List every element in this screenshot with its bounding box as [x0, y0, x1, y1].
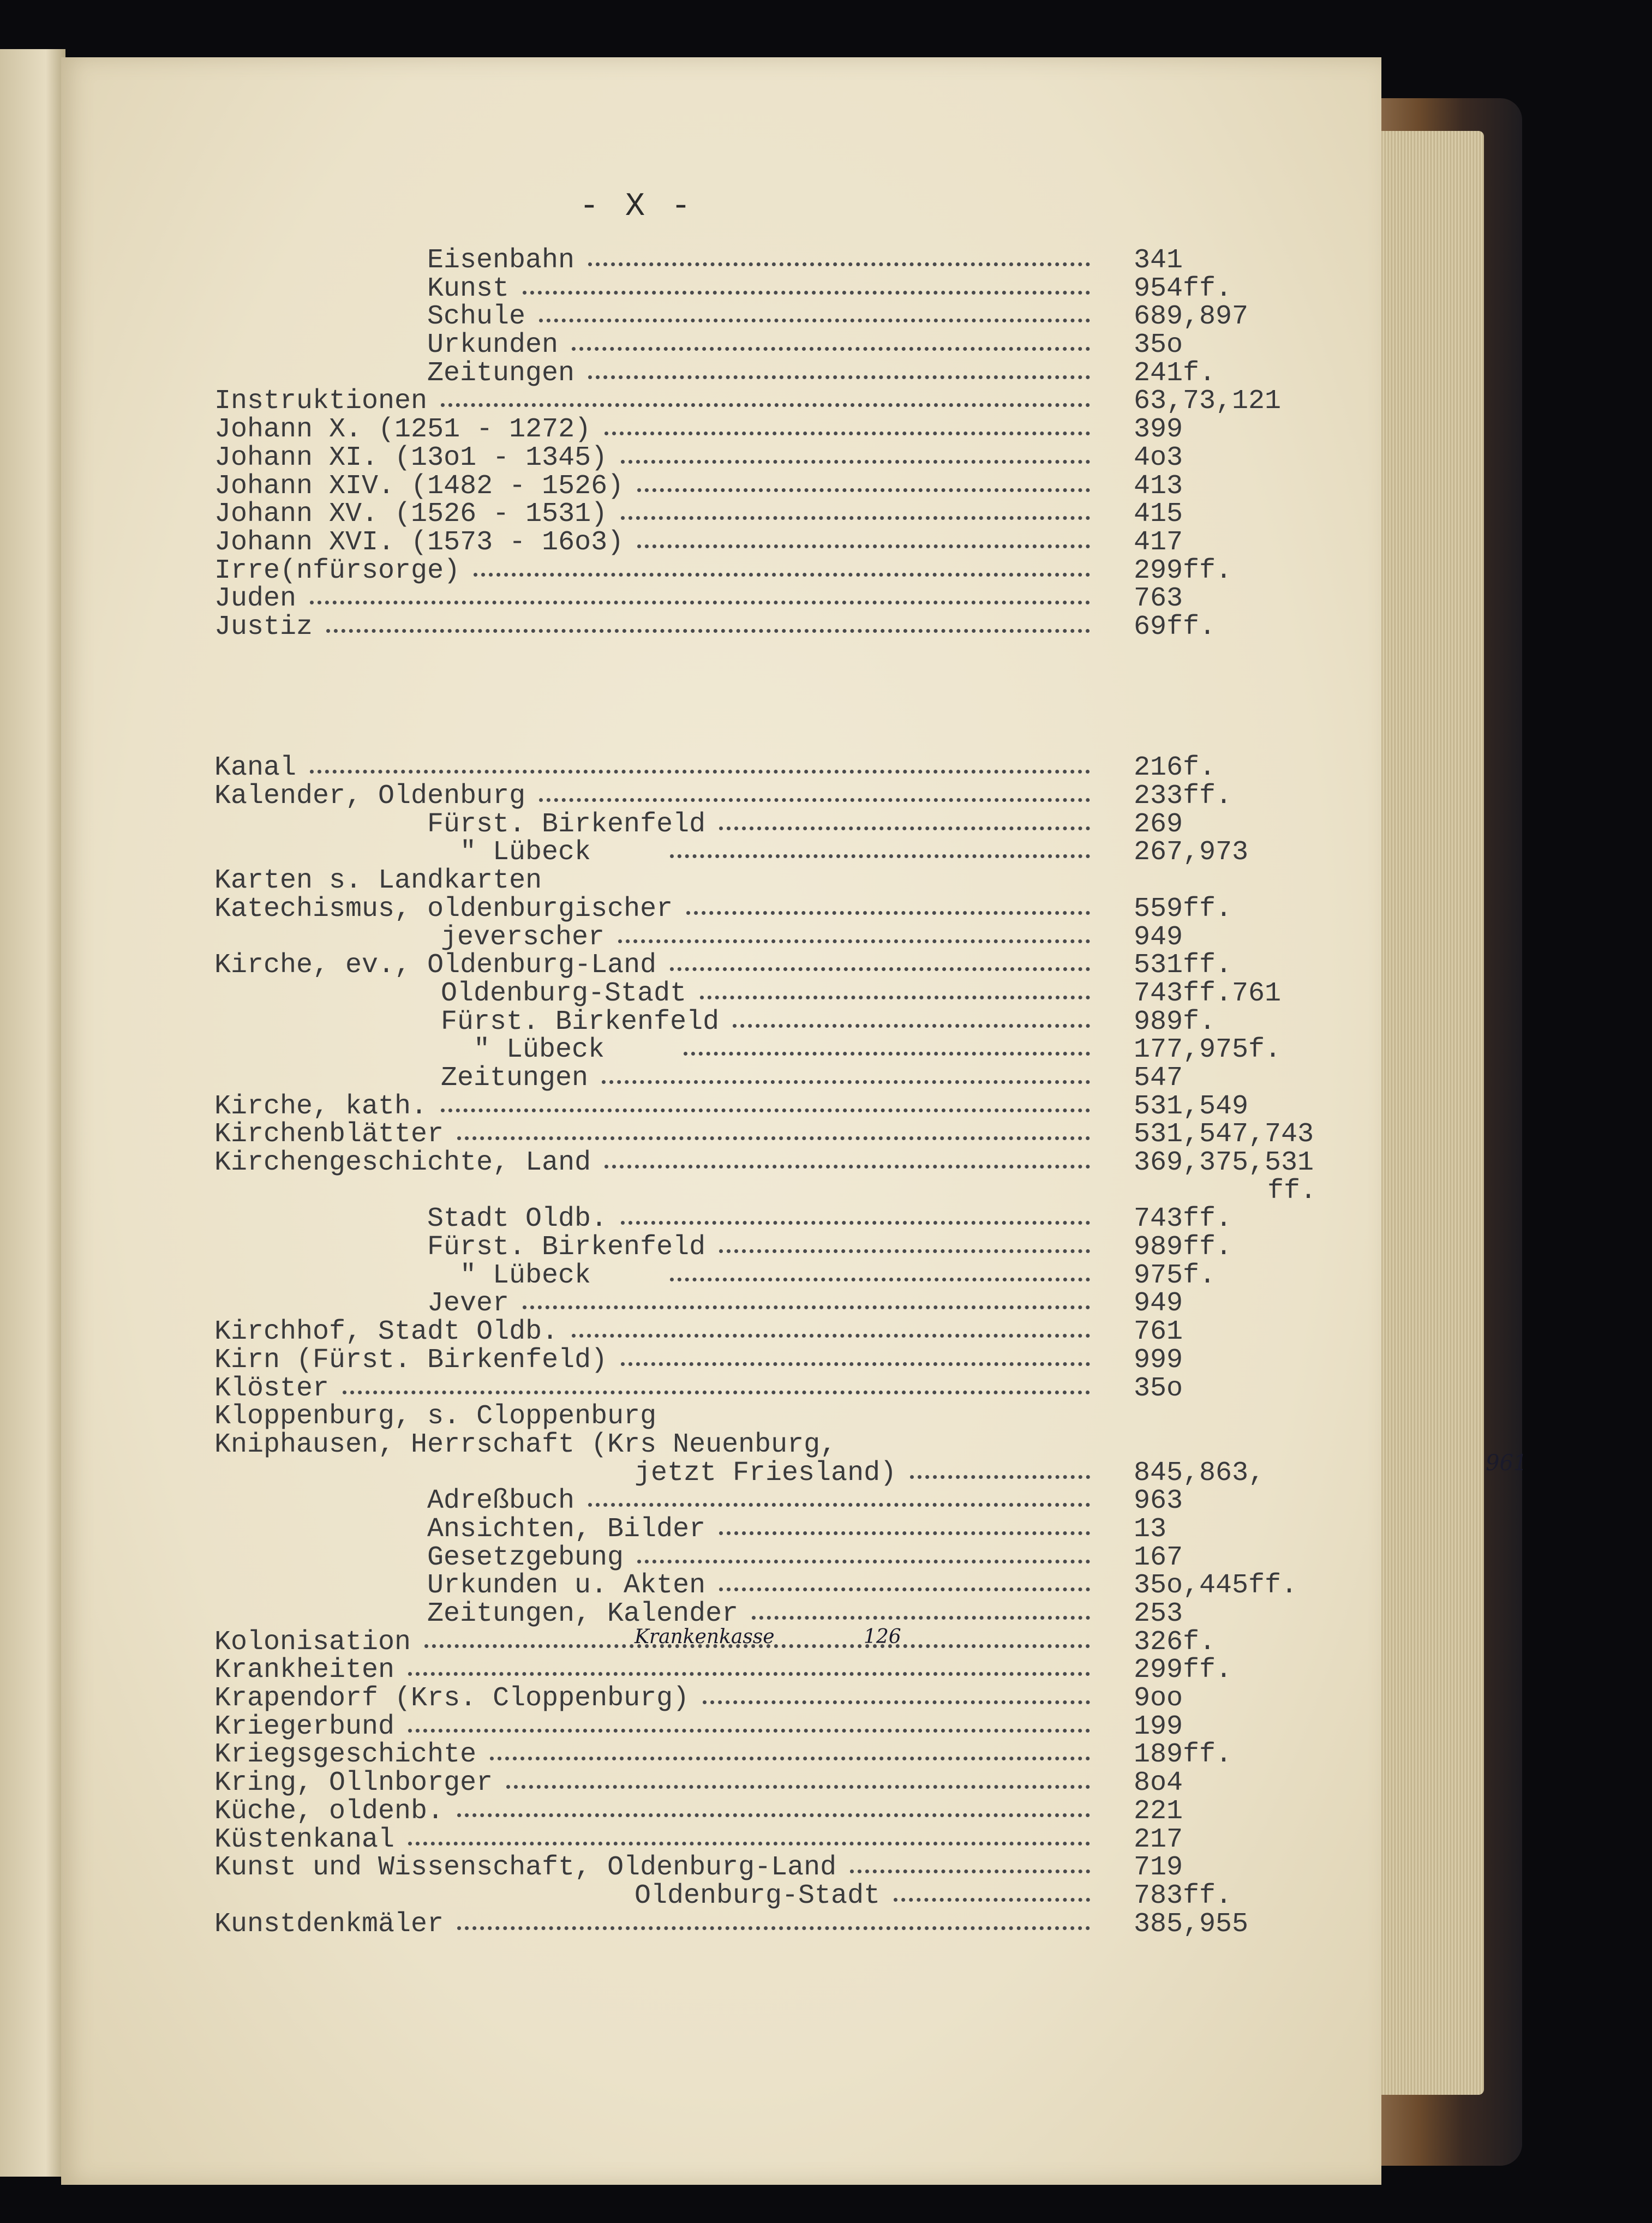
leader-dots	[539, 301, 1090, 322]
index-entry	[214, 500, 1349, 529]
page-reference: 999	[1134, 1344, 1183, 1376]
page-reference-continued: ff.	[1267, 1175, 1317, 1207]
leader-dots	[670, 836, 1090, 858]
leader-dots	[408, 1711, 1090, 1733]
entry-label: Kring, Ollnborger	[214, 1767, 493, 1799]
page-reference: 989ff.	[1134, 1232, 1232, 1263]
entry-label: Katechismus, oldenburgischer	[214, 893, 673, 925]
leader-dots	[457, 1795, 1090, 1817]
entry-label: Zeitungen	[427, 357, 575, 389]
leader-dots	[490, 1739, 1090, 1760]
entry-label: Kriegsgeschichte	[214, 1739, 477, 1771]
page-reference: 4o3	[1134, 442, 1183, 474]
index-entry	[214, 275, 1349, 303]
index-entry	[214, 951, 1349, 980]
index-entry	[214, 1515, 1349, 1544]
entry-label: Eisenbahn	[427, 245, 575, 276]
page-reference: 241f.	[1134, 357, 1216, 389]
index-entry	[214, 1685, 1349, 1713]
index-entry	[214, 359, 1349, 388]
section-gap	[214, 698, 1349, 754]
page-reference: 177,975f.	[1134, 1034, 1282, 1066]
section-gap	[214, 642, 1349, 698]
index-entry	[214, 1656, 1349, 1685]
entry-label: Juden	[214, 583, 297, 615]
page-reference: 763	[1134, 583, 1183, 615]
page-reference: 689,897	[1134, 301, 1249, 333]
page-reference: 954ff.	[1134, 273, 1232, 304]
entry-label: Klöster	[214, 1373, 330, 1404]
page-reference: 233ff.	[1134, 781, 1232, 812]
index-entry	[214, 387, 1349, 416]
page-reference: 413	[1134, 470, 1183, 502]
entry-label: Ansichten, Bilder	[427, 1513, 706, 1545]
entry-label: Kalender, Oldenburg	[214, 781, 526, 812]
page-reference: 399	[1134, 414, 1183, 446]
entry-label: jetzt Friesland)	[635, 1457, 897, 1489]
index-entry	[214, 247, 1349, 275]
entry-label: Fürst. Birkenfeld	[441, 1006, 720, 1038]
index-entry	[214, 1882, 1349, 1910]
index-entry	[214, 1064, 1349, 1093]
leader-dots	[506, 1767, 1090, 1789]
page-reference: 8o4	[1134, 1767, 1183, 1799]
leader-dots	[457, 1118, 1090, 1140]
leader-dots	[604, 414, 1090, 435]
entry-label: Kunstdenkmäler	[214, 1908, 444, 1940]
entry-label: Johann XV. (1526 - 1531)	[214, 499, 608, 530]
index-entry	[214, 1149, 1349, 1177]
index-entry	[214, 331, 1349, 359]
page-reference: 189ff.	[1134, 1739, 1232, 1771]
leader-dots	[703, 1682, 1090, 1704]
entry-label: Johann XI. (13o1 - 1345)	[214, 442, 608, 474]
index-entry	[214, 1769, 1349, 1797]
index-entries	[214, 245, 1528, 1940]
handwritten-page-reference: 961	[1486, 1450, 1528, 1476]
page-reference: 35o,445ff.	[1134, 1570, 1298, 1602]
page-reference: 743ff.761	[1134, 978, 1282, 1009]
leader-dots	[684, 1034, 1090, 1056]
index-entry	[214, 303, 1349, 331]
entry-label: Kniphausen, Herrschaft (Krs Neuenburg,	[214, 1429, 837, 1460]
index-entry	[214, 1713, 1349, 1741]
leader-dots	[621, 1344, 1090, 1366]
leader-dots	[618, 921, 1090, 943]
index-entry	[214, 1431, 1349, 1459]
entry-label: Justiz	[214, 611, 313, 643]
page-reference: 719	[1134, 1852, 1183, 1884]
leader-dots	[894, 1880, 1090, 1902]
index-entry	[214, 557, 1349, 585]
index-entry	[214, 1008, 1349, 1036]
index-entry	[214, 1233, 1349, 1262]
leader-dots	[457, 1908, 1090, 1930]
index-entry	[214, 895, 1349, 924]
index-entry	[214, 1544, 1349, 1572]
page-reference: 975f.	[1134, 1260, 1216, 1291]
index-entry	[214, 1403, 1349, 1431]
leader-dots	[637, 1542, 1090, 1563]
leader-dots	[621, 442, 1090, 464]
entry-label: Kirchhof, Stadt Oldb.	[214, 1316, 559, 1348]
entry-label: " Lübeck	[474, 1034, 605, 1066]
index-entry	[214, 472, 1349, 501]
leader-dots	[326, 611, 1090, 633]
page-reference: 199	[1134, 1711, 1183, 1742]
leader-dots	[602, 1062, 1090, 1084]
index-entry	[214, 782, 1349, 811]
index-entry	[214, 1572, 1349, 1600]
entry-label: Urkunden	[427, 329, 559, 361]
leader-dots	[850, 1851, 1090, 1873]
leader-dots	[670, 949, 1090, 971]
entry-label: Küstenkanal	[214, 1824, 395, 1855]
index-entry	[214, 1036, 1349, 1064]
page-reference: 299ff.	[1134, 1655, 1232, 1686]
index-entry	[214, 1450, 1528, 1489]
page-reference: 63,73,121	[1134, 386, 1282, 417]
entry-label: Kirche, ev., Oldenburg-Land	[214, 950, 657, 981]
entry-label: Stadt Oldb.	[427, 1203, 608, 1235]
leader-dots	[441, 1090, 1090, 1112]
leader-dots	[474, 555, 1090, 577]
handwritten-page-reference: 126	[864, 1625, 901, 1648]
leader-dots	[637, 526, 1090, 548]
index-entry	[214, 1487, 1349, 1515]
page-reference: 221	[1134, 1795, 1183, 1827]
entry-label: Zeitungen	[441, 1062, 589, 1094]
page-edges	[1364, 131, 1484, 2095]
leader-dots	[621, 498, 1090, 520]
leader-dots	[408, 1654, 1090, 1676]
entry-label: Kirn (Fürst. Birkenfeld)	[214, 1344, 608, 1376]
index-entry	[214, 1741, 1349, 1769]
index-entry	[214, 808, 1349, 840]
page-reference: 949	[1134, 921, 1183, 953]
page-reference: 385,955	[1134, 1908, 1249, 1940]
entry-label: Krapendorf (Krs. Cloppenburg)	[214, 1683, 690, 1715]
page-reference: 559ff.	[1134, 893, 1232, 925]
page-reference: 415	[1134, 499, 1183, 530]
leader-dots	[588, 357, 1090, 379]
leader-dots	[719, 1569, 1090, 1591]
page-reference: 341	[1134, 245, 1183, 276]
entry-label: Instruktionen	[214, 386, 428, 417]
entry-label: Fürst. Birkenfeld	[427, 1232, 706, 1263]
leader-dots	[539, 780, 1090, 802]
leader-dots	[719, 808, 1090, 830]
entry-label: Kirchenblätter	[214, 1119, 444, 1151]
entry-label: Schule	[427, 301, 526, 333]
page-reference: 531,547,743	[1134, 1119, 1314, 1151]
index-entry	[214, 1205, 1349, 1233]
entry-label: " Lübeck	[460, 837, 591, 868]
entry-label: Zeitungen, Kalender	[427, 1598, 739, 1630]
leader-dots	[588, 244, 1090, 266]
entry-label: Kunst	[427, 273, 510, 304]
page-reference: 531ff.	[1134, 950, 1232, 981]
index-entry	[214, 1375, 1349, 1403]
leader-dots	[588, 1485, 1090, 1507]
index-entry	[214, 1910, 1349, 1939]
index-entry	[214, 838, 1349, 867]
index-entry	[214, 1290, 1349, 1318]
entry-label: Jever	[427, 1288, 510, 1320]
entry-label: Johann X. (1251 - 1272)	[214, 414, 591, 446]
page-reference: 547	[1134, 1062, 1183, 1094]
page-reference: 989f.	[1134, 1006, 1216, 1038]
leader-dots	[572, 1316, 1090, 1338]
leader-dots	[441, 385, 1090, 407]
handwritten-label: Krankenkasse	[635, 1625, 775, 1648]
index-entry	[214, 613, 1349, 642]
index-entry	[214, 1262, 1349, 1290]
page-number: - X -	[579, 188, 695, 225]
page-reference: 69ff.	[1134, 611, 1216, 643]
index-entry	[214, 1600, 1349, 1628]
index-entry	[214, 754, 1349, 782]
index-entry	[214, 1826, 1349, 1854]
page-reference: 761	[1134, 1316, 1183, 1348]
index-entry	[214, 1121, 1349, 1149]
leader-dots	[637, 470, 1090, 492]
leader-dots	[408, 1824, 1090, 1845]
entry-label: jeverscher	[441, 921, 605, 953]
entry-label: Gesetzgebung	[427, 1542, 624, 1573]
entry-label: Fürst. Birkenfeld	[427, 808, 706, 840]
page-reference: 9oo	[1134, 1683, 1183, 1715]
entry-label: Kirchengeschichte, Land	[214, 1147, 591, 1179]
leader-dots	[343, 1373, 1090, 1394]
page-reference: 35o	[1134, 329, 1183, 361]
entry-label: Adreßbuch	[427, 1485, 575, 1517]
index-entry	[214, 1090, 1349, 1122]
entry-label: Johann XIV. (1482 - 1526)	[214, 470, 624, 502]
page-reference: 963	[1134, 1485, 1183, 1517]
leader-dots	[310, 752, 1090, 774]
page-reference: 253	[1134, 1598, 1183, 1630]
page-reference: 369,375,531	[1134, 1147, 1314, 1179]
leader-dots	[686, 893, 1090, 915]
page-reference: 326f.	[1134, 1626, 1216, 1658]
leader-dots	[621, 1203, 1090, 1225]
page-reference: 845,863,	[1134, 1457, 1265, 1489]
leader-dots	[733, 1006, 1090, 1028]
entry-label: Karten s. Landkarten	[214, 865, 542, 897]
index-entry	[214, 1177, 1349, 1206]
index-entry	[214, 921, 1349, 953]
leader-dots	[719, 1231, 1090, 1253]
index-entry	[214, 585, 1349, 613]
page-reference: 299ff.	[1134, 555, 1232, 586]
entry-label: Kanal	[214, 752, 297, 784]
page-reference: 216f.	[1134, 752, 1216, 784]
page-reference: 949	[1134, 1288, 1183, 1320]
page-reference: 269	[1134, 808, 1183, 840]
leader-dots	[572, 329, 1090, 351]
index-entry	[214, 867, 1349, 895]
index-entry	[214, 526, 1349, 558]
page-reference: 783ff.	[1134, 1880, 1232, 1912]
index-entry	[214, 444, 1349, 472]
page-reference: 217	[1134, 1824, 1183, 1855]
index-entry	[214, 1854, 1349, 1882]
entry-label: Küche, oldenb.	[214, 1795, 444, 1827]
index-entry	[214, 1346, 1349, 1375]
leader-dots	[719, 1513, 1090, 1535]
leader-dots	[523, 1287, 1090, 1309]
leader-dots	[670, 1260, 1090, 1281]
page-reference: 267,973	[1134, 837, 1249, 868]
page-reference: 35o	[1134, 1373, 1183, 1404]
index-entry	[214, 1625, 1349, 1658]
index-entry	[214, 980, 1349, 1008]
entry-label: " Lübeck	[460, 1260, 591, 1291]
entry-label: Oldenburg-Stadt	[635, 1880, 881, 1912]
page-reference: 531,549	[1134, 1090, 1249, 1122]
leader-dots	[752, 1598, 1090, 1620]
page-reference: 13	[1134, 1513, 1167, 1545]
leader-dots	[700, 978, 1090, 999]
entry-label: Urkunden u. Akten	[427, 1570, 706, 1602]
leader-dots	[310, 583, 1090, 604]
leader-dots	[604, 1147, 1090, 1169]
index-entry	[214, 1797, 1349, 1826]
entry-label: Kloppenburg, s. Cloppenburg	[214, 1401, 657, 1433]
entry-label: Kunst und Wissenschaft, Oldenburg-Land	[214, 1852, 837, 1884]
leader-dots	[523, 273, 1090, 295]
index-entry	[214, 416, 1349, 444]
entry-label: Oldenburg-Stadt	[441, 978, 687, 1009]
page-reference: 167	[1134, 1542, 1183, 1573]
left-page-edge	[0, 49, 65, 2177]
index-entry	[214, 1318, 1349, 1346]
entry-label: Johann XVI. (1573 - 16o3)	[214, 526, 624, 558]
page-reference: 743ff.	[1134, 1203, 1232, 1235]
entry-label: Kirche, kath.	[214, 1090, 428, 1122]
entry-label: Krankheiten	[214, 1655, 395, 1686]
leader-dots	[910, 1457, 1090, 1479]
page-reference: 417	[1134, 526, 1183, 558]
entry-label: Kriegerbund	[214, 1711, 395, 1742]
entry-label: Irre(nfürsorge)	[214, 555, 460, 586]
entry-label: Kolonisation	[214, 1626, 411, 1658]
